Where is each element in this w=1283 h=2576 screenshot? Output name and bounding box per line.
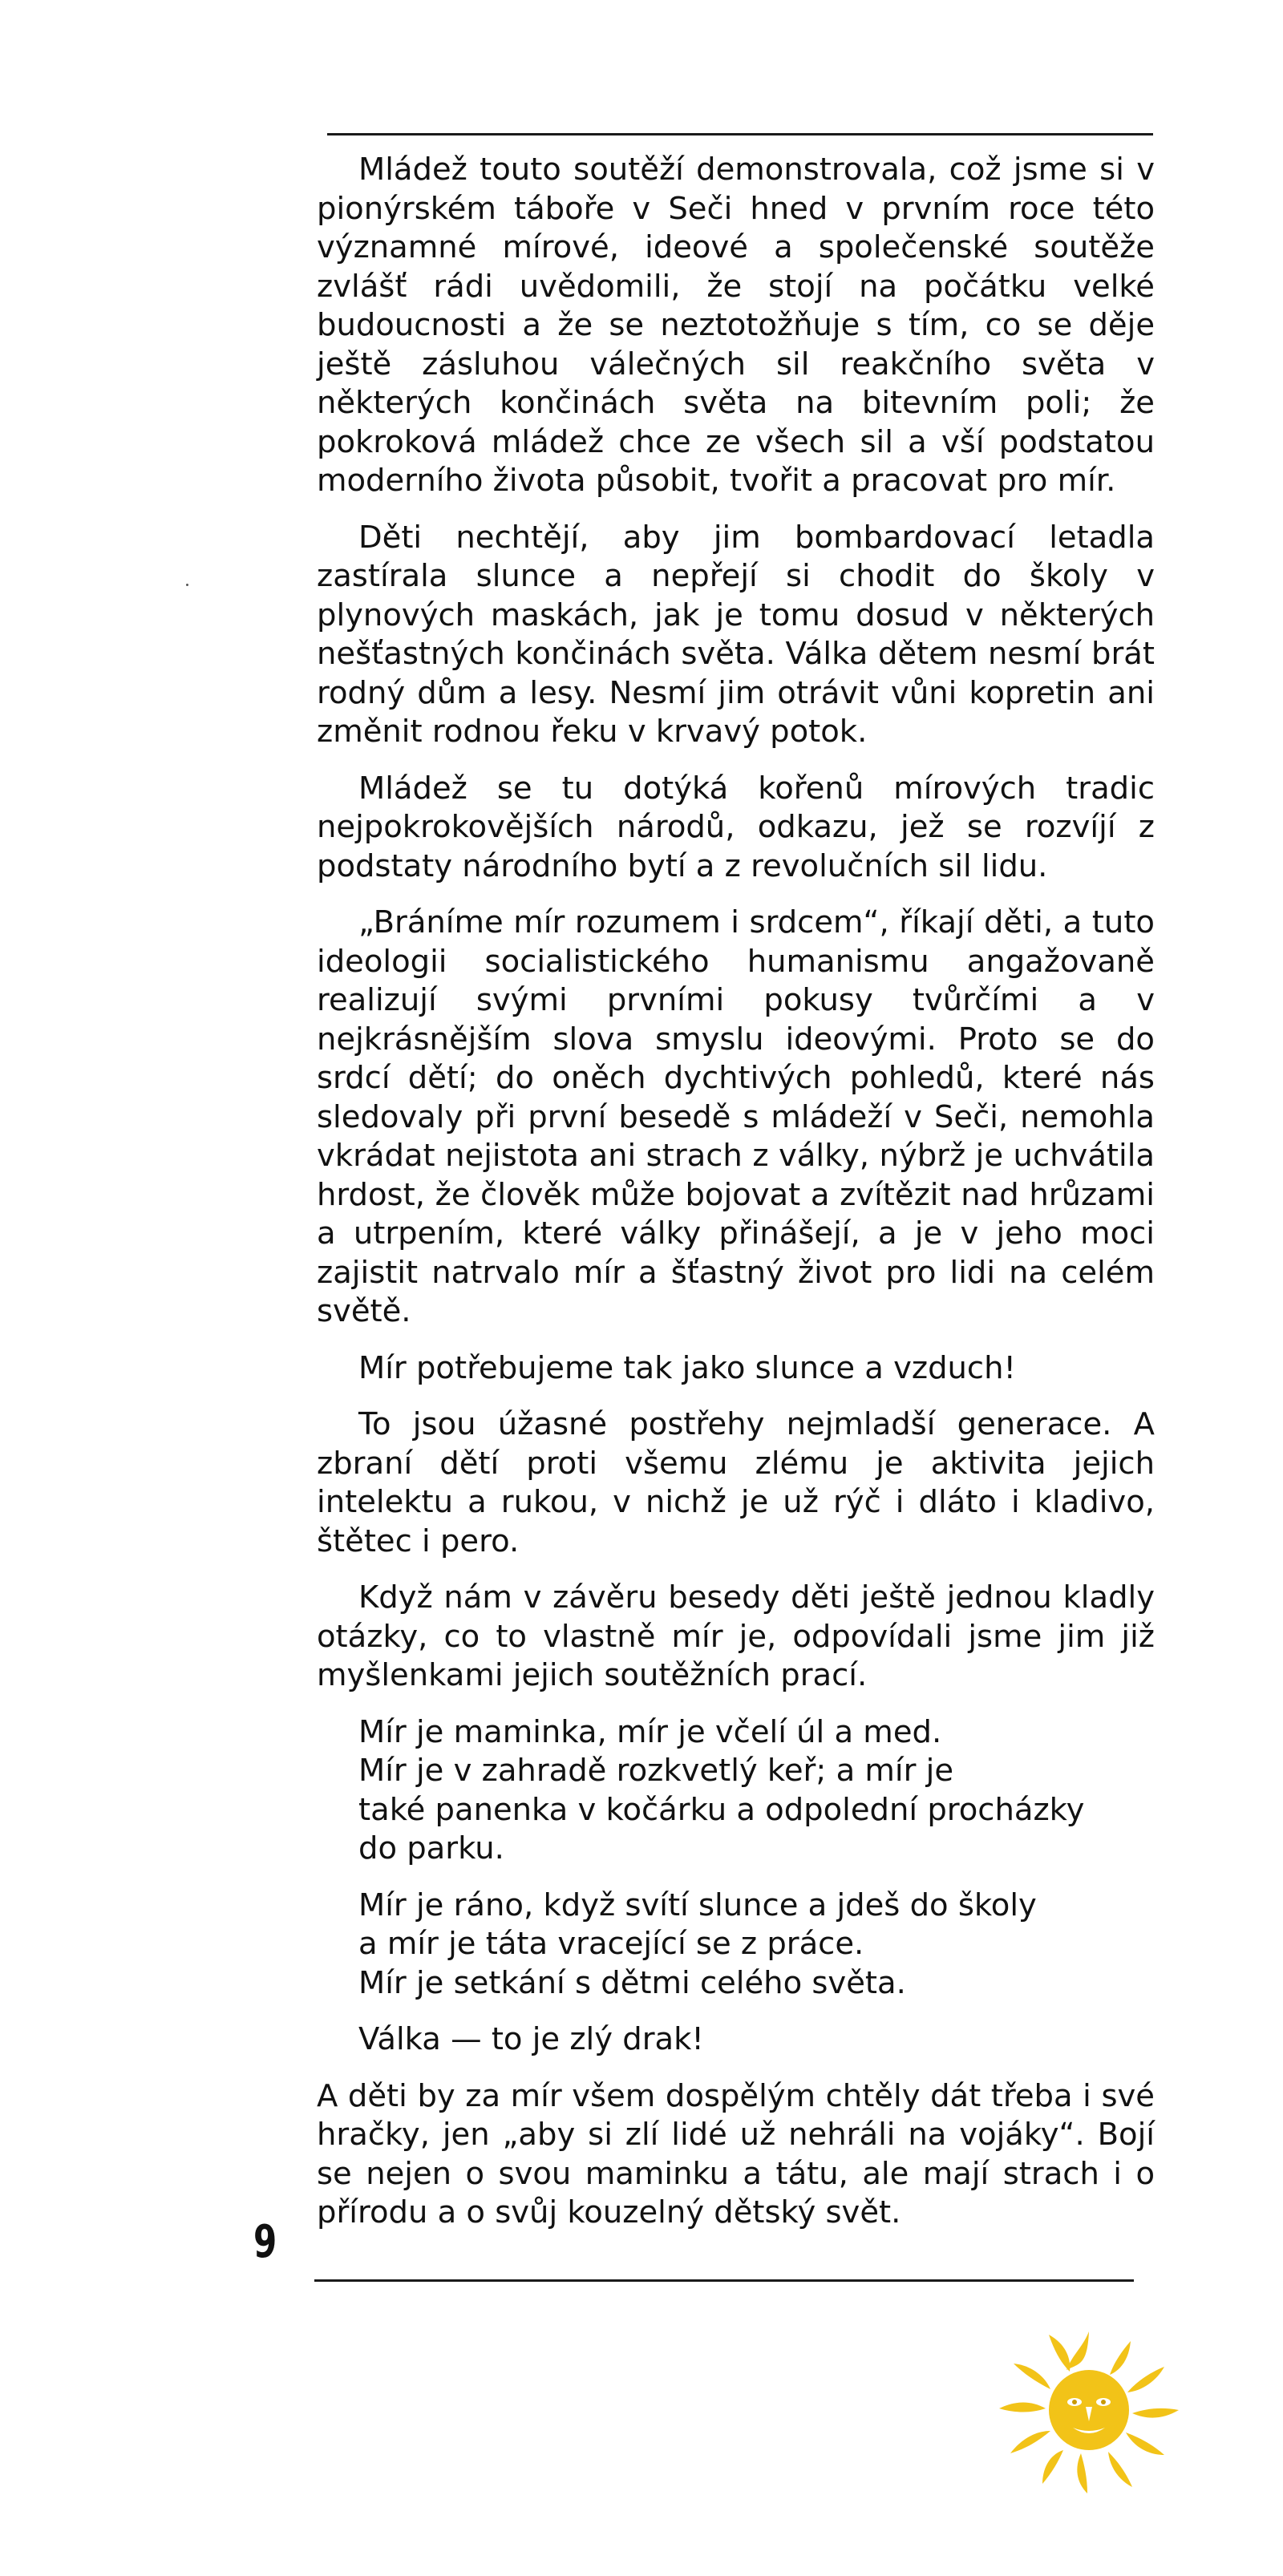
verse-line: Válka — to je zlý drak!: [358, 2021, 704, 2057]
speck: [186, 584, 188, 586]
paragraph-2: Děti nechtějí, aby jim bombardovací letadla zastírala slunce a nepřejí si chodit do školy v plynových maskách, jak je tomu dosud v některých nešťastných končinách světa. Válka dětem nesmí brát rodný dům a lesy. Nesmí jim otrávit vůni kopretin ani změnit rodnou řeku v krvavý potok.: [317, 519, 1155, 750]
verse-line: Mír je v zahradě rozkvetlý keř; a mír je: [358, 1753, 954, 1789]
paragraph-1: Mládež touto soutěží demonstrovala, což jsme si v pionýrském táboře v Seči hned v prvním roce této významné mírové, ideové a společenské soutěže zvlášť rádi uvědomili, že stojí na počátku velké budoucnosti a že se neztotožňuje s tím, co se děje ještě zásluhou válečných sil reakčního světa v některých končinách světa na bitevním poli; že pokroková mládež chce ze všech sil a vší podstatou moderního života působit, tvořit a pracovat pro mír.: [317, 152, 1155, 499]
verse-line: Mír je setkání s dětmi celého světa.: [358, 1964, 906, 2001]
paragraph-6: To jsou úžasné postřehy nejmladší generace. A zbraní dětí proti všemu zlému je aktivita jejich intelektu a rukou, v nichž je už rýč i dláto i kladivo, štětec i pero.: [317, 1406, 1155, 1559]
article-text: [317, 151, 1155, 2250]
verse-line: také panenka v kočárku a odpolední procházky: [358, 1791, 1085, 1828]
verse-2: [358, 1887, 1155, 2004]
paragraph-7: Když nám v závěru besedy děti ještě jednou kladly otázky, co to vlastně mír je, odpovídali jsme jim již myšlenkami jejich soutěžních prací.: [317, 1579, 1155, 1693]
page-number: 9: [253, 2216, 277, 2268]
bottom-rule: [314, 2279, 1134, 2282]
verse-line: a mír je táta vracející se z práce.: [358, 1926, 864, 1962]
closing-paragraph: A děti by za mír všem dospělým chtěly dát třeba i své hračky, jen „aby si zlí lidé už nehráli na vojáky“. Bojí se nejen o svou maminku a tátu, ale mají strach i o přírodu a o svůj kouzelný dětský svět.: [317, 2077, 1155, 2230]
verse-line: Mír je ráno, když svítí slunce a jdeš do školy: [358, 1887, 1037, 1923]
sun-icon: [993, 2323, 1185, 2496]
verse-line: do parku.: [358, 1830, 504, 1866]
verse-1: [358, 1713, 1155, 1869]
verse-3: [358, 2020, 1155, 2060]
paragraph-4: „Bráníme mír rozumem i srdcem“, říkají děti, a tuto ideologii socialistického humanismu angažovaně realizují svými prvními pokusy tvůrčími a v nejkrásnějším slova smyslu ideovými. Proto se do srdcí dětí; do oněch dychtivých pohledů, které nás sledovaly při první besedě s mládeží v Seči, nemohla vkrádat nejistota ani strach z války, nýbrž je uchvátila hrdost, že člověk může bojovat a zvítězit nad hrůzami a utrpením, které války přinášejí, a je v jeho moci zajistit natrvalo mír a šťastný život pro lidi na celém světě.: [317, 904, 1155, 1329]
top-rule: [327, 133, 1153, 135]
paragraph-5: Mír potřebujeme tak jako slunce a vzduch!: [358, 1349, 1016, 1386]
verse-line: Mír je maminka, mír je včelí úl a med.: [358, 1713, 942, 1750]
paragraph-3: Mládež se tu dotýká kořenů mírových tradic nejpokrokovějších národů, odkazu, jež se rozvíjí z podstaty národního bytí a z revolučních sil lidu.: [317, 770, 1155, 884]
